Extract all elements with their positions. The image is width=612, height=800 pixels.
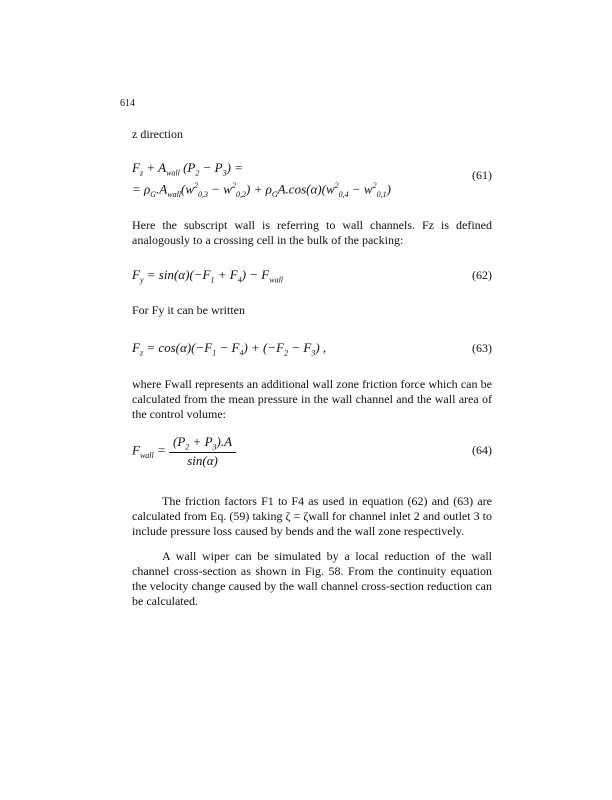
equation-63-number: (63) bbox=[472, 341, 492, 355]
equation-64-fraction bbox=[169, 434, 236, 469]
equation-62-number: (62) bbox=[472, 268, 492, 282]
section-heading: z direction bbox=[132, 127, 183, 141]
paragraph-5: A wall wiper can be simulated by a local reduction of the wall channel cross-section as shown in Fig. 58. From the continuity equation the velocity change caused by the wall channel cross-section reduction can be calculated. bbox=[132, 549, 492, 608]
equation-61-number: (61) bbox=[472, 168, 492, 182]
equation-62: $F_y = \sin(\alpha)(-F_1 + F_4) - F_{wall}$ bbox=[132, 267, 284, 285]
equation-61-line-2: = $\rho_G.A_{wall}(w^2_{0,3} - w^2_{0,2}) + \rho_GA.\cos(\alpha)(w^2_{0,4} - w^2_{0,1})$ bbox=[132, 181, 391, 199]
equation-64-numerator: $(P_2 + P_3).A$ bbox=[169, 434, 236, 453]
paragraph-3: where Fwall represents an additional wall zone friction force which can be calculated from the mean pressure in the wall channel and the wall area of the control volume: bbox=[132, 377, 492, 421]
page-number: 614 bbox=[120, 98, 135, 109]
equation-64: $F_{wall}$ = $\frac{(P_2 + P_3).A}{\sin(\alpha)}$ bbox=[132, 434, 236, 469]
equation-64-number: (64) bbox=[472, 443, 492, 457]
equation-61-line-1: $F_z + A_{wall}$ $(P_2 - P_3)$ = bbox=[132, 160, 243, 178]
equation-63: $F_z = \cos(\alpha)(-F_1 - F_4) + (-F_2 - F_3)$ , bbox=[132, 340, 327, 358]
paragraph-1: Here the subscript wall is referring to wall channels. Fz is defined analogously to a crossing cell in the bulk of the packing: bbox=[132, 218, 492, 247]
equation-64-denominator: sin(α) bbox=[187, 452, 218, 468]
paragraph-4: The friction factors F1 to F4 as used in equation (62) and (63) are calculated from Eq. (59) taking ζ = ζwall for channel inlet 2 and outlet 3 to include pressure loss caused by bends and the wall zone respectively. bbox=[132, 494, 492, 538]
paragraph-2: For Fy it can be written bbox=[132, 303, 245, 317]
